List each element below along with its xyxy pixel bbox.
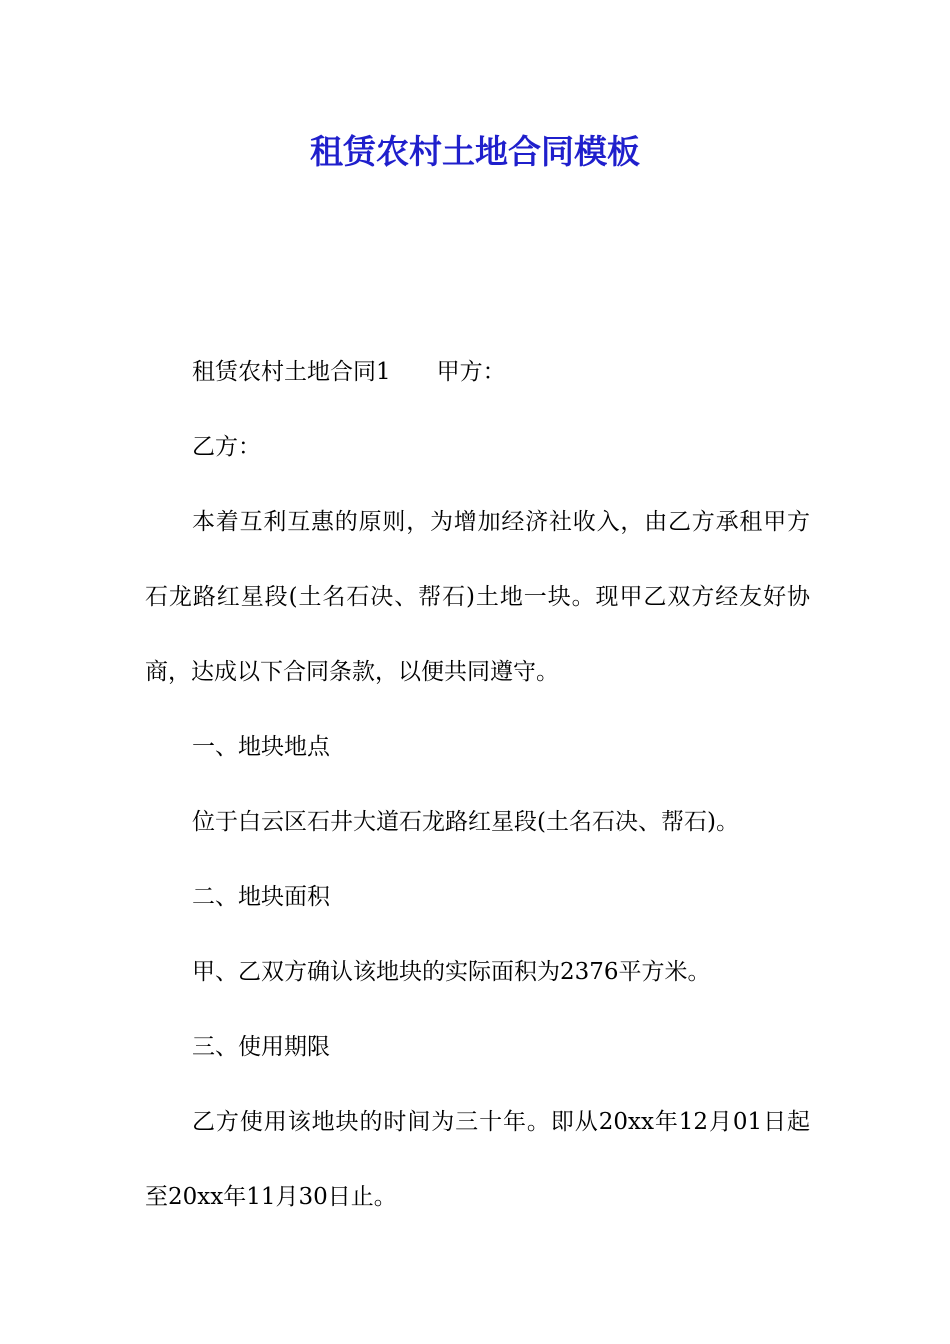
section-heading-area: 二、地块面积 — [192, 884, 330, 910]
document-body — [145, 335, 810, 1235]
area-paragraph: 甲、乙双方确认该地块的实际面积为2376平方米。 — [192, 959, 711, 985]
term-paragraph: 乙方使用该地块的时间为三十年。即从20xx年12月01日起至20xx年11月30日止。 — [145, 1109, 810, 1210]
contract-heading: 租赁农村土地合同1 — [192, 359, 391, 385]
location-paragraph: 位于白云区石井大道石龙路红星段(土名石决、帮石)。 — [192, 809, 739, 835]
party-a-label: 甲方： — [436, 359, 506, 385]
preamble-paragraph: 本着互利互惠的原则，为增加经济社收入，由乙方承租甲方石龙路红星段(土名石决、帮石)土地一块。现甲乙双方经友好协商，达成以下合同条款，以便共同遵守。 — [145, 509, 810, 685]
section-heading-term: 三、使用期限 — [192, 1034, 330, 1060]
contract-heading-line — [145, 335, 810, 410]
document-title: 租赁农村土地合同模板 — [310, 132, 640, 171]
party-b-label: 乙方： — [192, 434, 261, 460]
section-heading-location: 一、地块地点 — [192, 734, 330, 760]
